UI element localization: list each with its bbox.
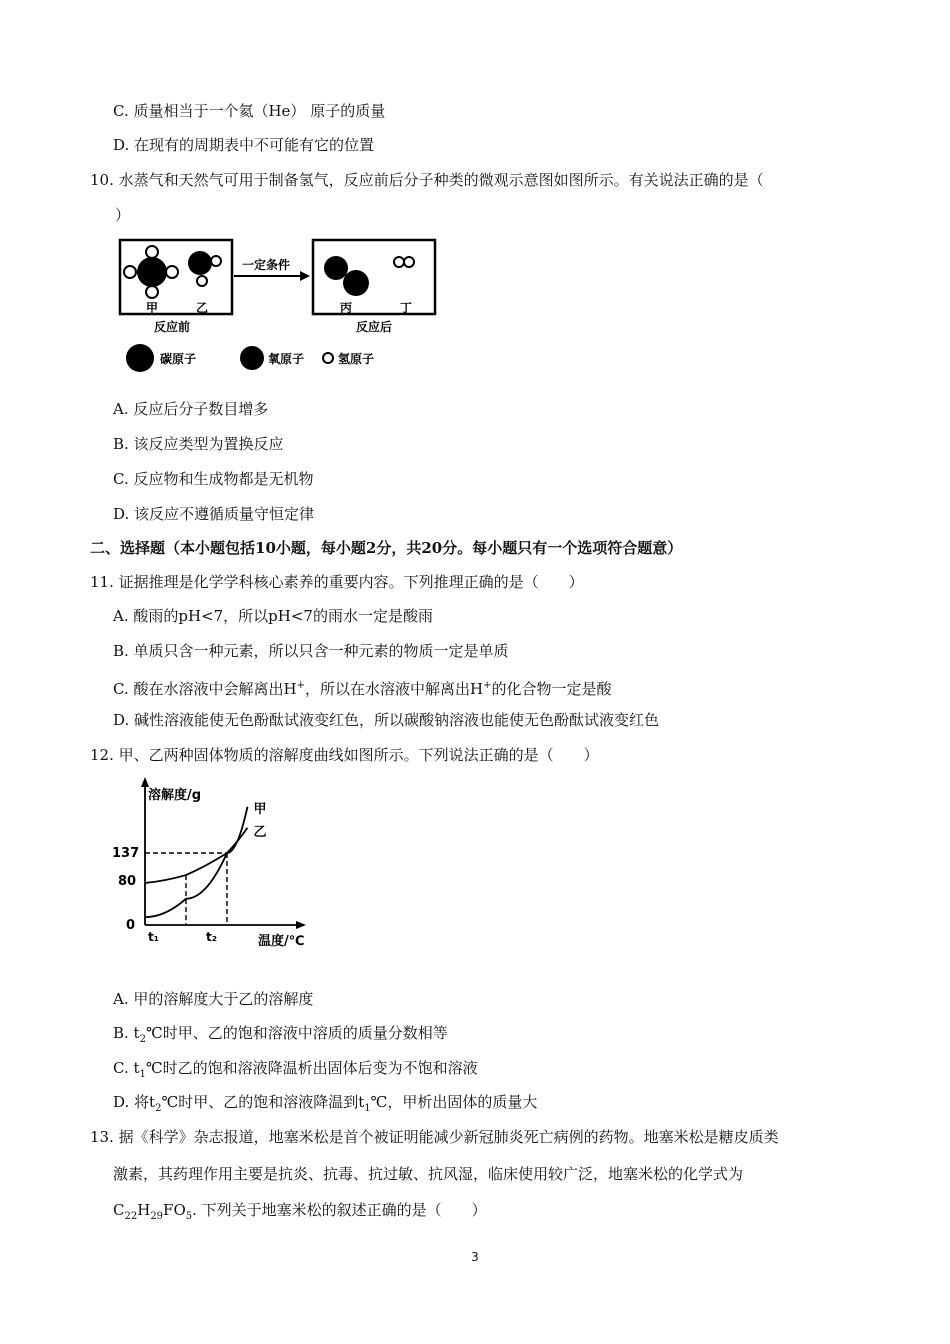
series-line-yi [145, 828, 248, 883]
q10-stem-line2: ） [115, 206, 131, 224]
h2-atom1 [394, 257, 404, 267]
legend-hydrogen-dot [323, 353, 333, 363]
q13-stem-line2: 激素，其药理作用主要是抗炎、抗毒、抗过敏、抗风湿，临床使用较广泛，地塞米松的化学式为 [113, 1165, 744, 1183]
h2-atom2 [404, 257, 414, 267]
legend-oxygen: 氧原子 [268, 352, 305, 366]
q10-stem-line1: 10. 水蒸气和天然气可用于制备氢气，反应前后分子种类的微观示意图如图所示。有关说法正确的是（ [90, 171, 764, 189]
q12-option-c: C. $t_1℃$时乙的饱和溶液降温析出固体后变为不饱和溶液 [113, 1059, 478, 1080]
page-number: 3 [471, 1250, 479, 1264]
x-axis-label: 温度/℃ [258, 934, 305, 949]
q12-stem: 12. 甲、乙两种固体物质的溶解度曲线如图所示。下列说法正确的是（ ） [90, 746, 599, 764]
q11-option-a: A. 酸雨的pH<7，所以pH<7的雨水一定是酸雨 [113, 607, 433, 625]
solubility-chart [110, 775, 330, 955]
q11-option-b: B. 单质只含一种元素，所以只含一种元素的物质一定是单质 [113, 642, 509, 660]
q10-molecule-diagram [110, 236, 470, 376]
q13-stem-line3: $C_{22}H_{29}FO_5$. 下列关于地塞米松的叙述正确的是（ ） [113, 1201, 487, 1222]
methane-h-left [124, 266, 136, 278]
legend-oxygen-dot [240, 346, 264, 370]
q13-stem-line1: 13. 据《科学》杂志报道，地塞米松是首个被证明能减少新冠肺炎死亡病例的药物。地塞米松是糖皮质类 [90, 1128, 779, 1146]
q9-option-d: D. 在现有的周期表中不可能有它的位置 [113, 136, 375, 154]
legend-carbon-dot [126, 344, 154, 372]
q9-option-c: C. 质量相当于一个氦（He） 原子的质量 [113, 102, 386, 120]
q12-option-d: D. 将$t_2℃$时甲、乙的饱和溶液降温到$t_1℃$，甲析出固体的质量大 [113, 1093, 538, 1114]
q10-option-d: D. 该反应不遵循质量守恒定律 [113, 505, 315, 523]
methane-h-top [146, 246, 158, 258]
label-ding: 丁 [400, 301, 413, 315]
x-tick-t1: t₁ [148, 930, 159, 944]
y-tick-0: 0 [126, 918, 136, 933]
q12-option-b: B. $t_2℃$时甲、乙的饱和溶液中溶质的质量分数相等 [113, 1024, 448, 1045]
x-axis-arrow [296, 921, 306, 929]
x-tick-t2: t₂ [206, 930, 217, 944]
water-h1 [211, 256, 221, 266]
co-carbon [324, 256, 348, 280]
label-bing: 丙 [340, 301, 353, 315]
methane-carbon [137, 257, 167, 287]
y-tick-137: 137 [112, 846, 140, 861]
label-yi: 乙 [196, 301, 209, 315]
water-oxygen [188, 251, 212, 275]
methane-h-right [166, 266, 178, 278]
label-jia: 甲 [146, 301, 159, 315]
q11-stem: 11. 证据推理是化学学科核心素养的重要内容。下列推理正确的是（ ） [90, 573, 584, 591]
legend-hydrogen: 氢原子 [338, 352, 375, 366]
q10-option-c: C. 反应物和生成物都是无机物 [113, 470, 314, 488]
methane-h-bottom [146, 286, 158, 298]
label-before: 反应前 [154, 320, 191, 334]
y-tick-80: 80 [118, 874, 137, 889]
q11-option-d: D. 碱性溶液能使无色酚酞试液变红色，所以碳酸钠溶液也能使无色酚酞试液变红色 [113, 711, 660, 729]
legend-carbon: 碳原子 [160, 352, 197, 366]
co-oxygen [343, 270, 369, 296]
y-axis-label: 溶解度/g [148, 788, 202, 803]
series-line-jia [145, 807, 248, 917]
reaction-condition: 一定条件 [242, 258, 291, 272]
series-label-yi: 乙 [253, 824, 267, 840]
y-axis-arrow [141, 777, 149, 787]
q10-option-a: A. 反应后分子数目增多 [113, 400, 269, 418]
water-h2 [197, 276, 207, 286]
arrow-head [300, 271, 310, 281]
q10-option-b: B. 该反应类型为置换反应 [113, 435, 284, 453]
label-after: 反应后 [356, 320, 393, 334]
section2-heading: 二、选择题（本小题包括10小题，每小题2分，共20分。每小题只有一个选项符合题意） [90, 539, 683, 557]
series-label-jia: 甲 [253, 801, 267, 817]
q11-option-c: C. 酸在水溶液中会解离出H+，所以在水溶液中解离出H+的化合物一定是酸 [113, 680, 612, 698]
q12-option-a: A. 甲的溶解度大于乙的溶解度 [113, 990, 314, 1008]
